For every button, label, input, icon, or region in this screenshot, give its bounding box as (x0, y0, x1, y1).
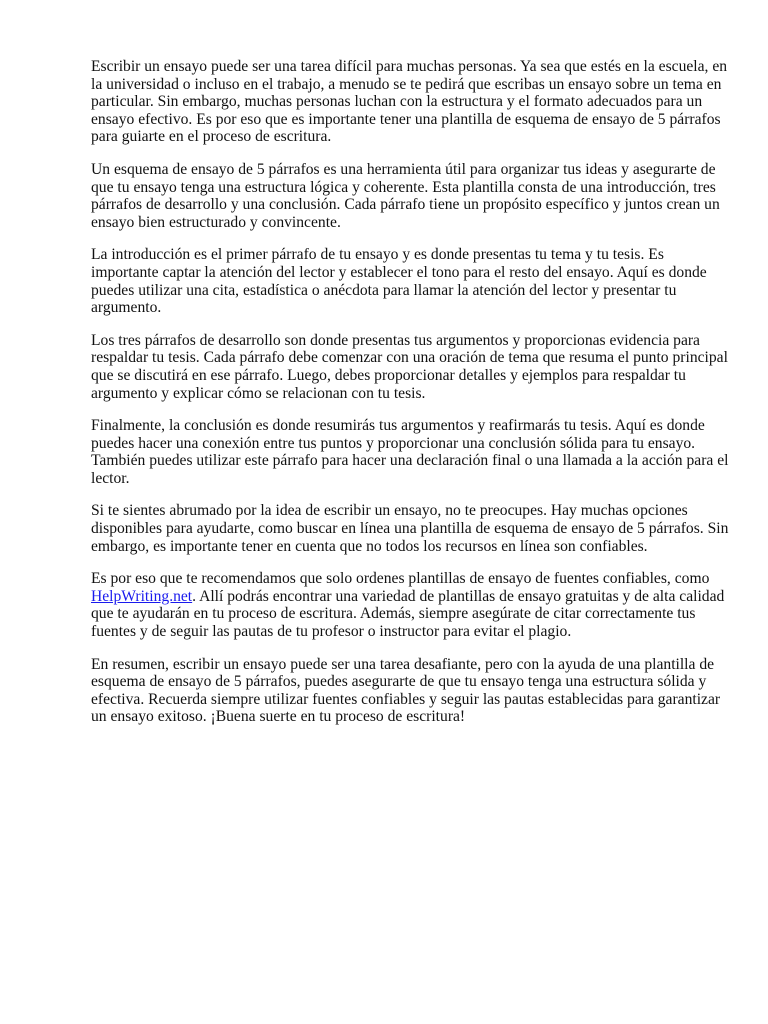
paragraph-body-section: Los tres párrafos de desarrollo son donde presentas tus argumentos y proporcionas evidencia para respaldar tu tesis. Cada párrafo debe comenzar con una oración de tema que resuma el punto principal que se discutirá en ese párrafo. Luego, debes proporcionar detalles y ejemplos para respaldar tu argumento y explicar cómo se relacionan con tu tesis. (91, 331, 728, 402)
helpwriting-link[interactable]: HelpWriting.net (91, 587, 193, 605)
paragraph-conclusion-section: Finalmente, la conclusión es donde resumirás tus argumentos y reafirmarás tu tesis. Aquí es donde puedes hacer una conexión entre tus puntos y proporcionar una conclusión sólida para tu ensayo. También puedes utilizar este párrafo para hacer una declaración final o una llamada a la acción para el lector. (91, 417, 729, 487)
paragraph-online-options: Si te sientes abrumado por la idea de escribir un ensayo, no te preocupes. Hay muchas opciones disponibles para ayudarte, como buscar en línea una plantilla de esquema de ensayo de 5 párrafos. Sin embargo, es importante tener en cuenta que no todos los recursos en línea son confiables. (91, 502, 729, 555)
paragraph-summary: En resumen, escribir un ensayo puede ser una tarea desafiante, pero con la ayuda de una plantilla de esquema de ensayo de 5 párrafos, puedes asegurarte de que tu ensayo tenga una estructura sólida y efectiva. Recuerda siempre utilizar fuentes confiables y seguir las pautas establecidas para garantizar un ensayo exitoso. ¡Buena suerte en tu proceso de escritura! (91, 655, 721, 726)
document-body (91, 58, 731, 741)
paragraph-recommendation (91, 570, 731, 640)
paragraph-intro: Escribir un ensayo puede ser una tarea difícil para muchas personas. Ya sea que estés en la escuela, en la universidad o incluso en el trabajo, a menudo se te pedirá que escribas un ensayo sobre un tema en particular. Sin embargo, muchas personas luchan con la estructura y el formato adecuados para un ensayo efectivo. Es por eso que es importante tener una plantilla de esquema de ensayo de 5 párrafos para guiarte en el proceso de escritura. (91, 58, 728, 146)
recommendation-text-before: Es por eso que te recomendamos que solo ordenes plantillas de ensayo de fuentes confiables, como (91, 570, 710, 588)
paragraph-introduction-section: La introducción es el primer párrafo de tu ensayo y es donde presentas tu tema y tu tesis. Es importante captar la atención del lector y establecer el tono para el resto del ensayo. Aquí es donde puedes utilizar una cita, estadística o anécdota para llamar la atención del lector y presentar tu argumento. (91, 246, 707, 317)
recommendation-text-after: . Allí podrás encontrar una variedad de plantillas de ensayo gratuitas y de alta calidad que te ayudarán en tu proceso de escritura. Además, siempre asegúrate de citar correctamente tus fuentes y de seguir las pautas de tu profesor o instructor para evitar el plagio. (91, 587, 725, 641)
paragraph-outline-description: Un esquema de ensayo de 5 párrafos es una herramienta útil para organizar tus ideas y asegurarte de que tu ensayo tenga una estructura lógica y coherente. Esta plantilla consta de una introducción, tres párrafos de desarrollo y una conclusión. Cada párrafo tiene un propósito específico y juntos crean un ensayo bien estructurado y convincente. (91, 160, 720, 231)
